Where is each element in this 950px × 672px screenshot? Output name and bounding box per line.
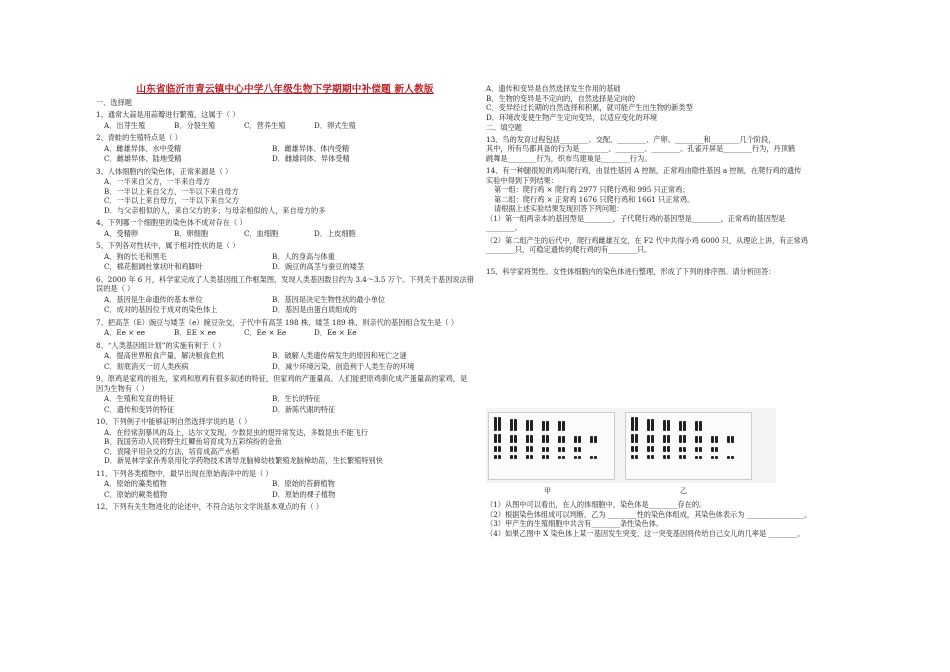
section-heading-choice: 一、选择题 [96,97,132,107]
option: A．在经常刮暴风的岛上，达尔文发现，少数昆虫的翅异常发达，多数昆虫不能飞行 [104,427,368,437]
question-9: 9、原鸡是家鸡的祖先，家鸡和原鸡有很多叙述的特征，但家鸡的产蛋量高。人们能把原鸡驯化成产蛋量高的家鸡，是因为生物有（ ） [96,374,468,393]
question-6-options [96,295,474,315]
question-8: 8、“人类基因组计划”的实施有利于（ ） [96,340,226,350]
option: D．卵式生殖 [314,120,356,130]
chromosome [727,436,730,443]
karyotype-female-panel [625,412,752,480]
question-13-cont: 跳舞是________行为，织布鸟建巢是________行为。 [486,153,652,163]
chromosome [498,446,501,452]
chromosome [514,446,517,452]
section-heading-fill: 二、填空题 [486,123,522,132]
chromosome [590,456,593,459]
option: D．雌雄同体、异体受精 [272,154,350,164]
option: A．原始的藻类植物 [104,479,167,489]
karyotype-figure [486,408,776,483]
chromosome [727,456,730,459]
chromosome [578,436,581,443]
option: D．环境改变使生物产生定向变异，以适应变化的环境 [486,112,658,122]
karyotype-label-b: 乙 [680,487,687,495]
chromosome [711,447,714,452]
option: D．原始的裸子植物 [272,489,336,499]
option: D．豌豆的高茎与蚕豆的矮茎 [272,262,365,272]
option: C．彻底消灭一切人类疾病 [104,361,189,371]
chromosome [647,446,650,452]
chromosome [562,421,565,431]
chromosome [558,456,561,459]
chromosome [546,435,549,443]
chromosome [683,421,686,431]
chromosome [651,455,654,459]
chromosome [574,436,577,443]
chromosome [667,435,670,443]
chromosome [578,456,581,459]
chromosome [647,419,650,431]
chromosome [635,434,638,443]
question-3: 3、人体细胞内的染色体，正常来源是（ ） [96,166,233,176]
question-4: 4、下列哪一个细胞里的染色体不成对存在（ ） [96,218,247,228]
chromosome [679,447,682,452]
chromosome [542,455,545,459]
option: D．上皮细胞 [314,228,356,238]
chromosome [695,456,698,459]
karyotype-male-panel [488,412,615,480]
question-4-options [96,229,474,239]
chromosome [526,446,529,452]
question-15-subparts [486,500,858,538]
question-14-prompt: 请根据上述实验结果发现回答下列问题： [494,204,624,213]
question-15-part-3: （3）甲产生的生殖细胞中共含有________条性染色体。 [486,519,664,528]
option: B．基因是决定生物性状的最小单位 [272,294,386,304]
question-2-options [96,144,474,164]
chromosome [514,455,517,459]
chromosome [715,436,718,443]
chromosome [695,421,698,431]
chromosome [558,447,561,452]
option: B．分裂生殖 [174,120,216,130]
question-1-options [96,121,474,131]
chromosome [631,434,634,443]
option: B．雌雄异体、体内受精 [272,143,350,153]
chromosome [731,456,734,459]
question-9-options [96,394,474,414]
chromosome [562,456,565,459]
chromosome [510,455,513,459]
option: A．遗传和变异是自然选择发生作用的基础 [486,84,621,93]
chromosome [631,417,634,431]
option: B．卵细胞 [174,228,209,238]
chromosome [699,421,702,431]
chromosome [494,455,497,459]
chromosome [558,421,561,431]
chromosome [530,446,533,452]
question-8-options [96,351,474,371]
question-15-part-2: （2）根据染色体组成可以判断，乙为 ________性的染色体组成，其染色体表示为 ________________。 [486,509,812,519]
option: C．雌雄异体、陆地受精 [104,154,182,164]
option: A．提高世界粮食产量，解决粮食危机 [104,351,225,361]
option: C．遗传和变异的特征 [104,404,175,414]
chromosome [498,455,501,459]
chromosome [711,456,714,459]
option: B．原始的苔藓植物 [272,479,335,489]
chromosome [562,447,565,452]
chromosome [651,446,654,452]
option: D．减少环境污染，创造利于人类生存的环境 [272,361,415,371]
chromosome [635,417,638,431]
chromosome [667,420,670,431]
option: C．原始的蕨类植物 [104,489,168,499]
right-column [486,84,858,276]
chromosome [542,421,545,431]
question-11-options [96,479,474,499]
option: C．成对的基因位于成对的染色体上 [104,305,218,315]
chromosome [546,421,549,431]
chromosome [594,436,597,443]
chromosome [667,455,670,459]
question-14-cont: 实验中得到下列结果： [486,175,558,185]
option: B．一半以上来自父方，一半以下来自母方 [104,186,239,196]
option: A．基因是生命遗传的基本单位 [104,294,203,304]
chromosome [635,446,638,452]
question-14: 14、有一种腿很短的鸡叫爬行鸡，由显性基因 A 控制，正常鸡由隐性基因 a 控制，在爬行鸡的遗传 [486,166,802,175]
chromosome [683,447,686,452]
option: C．Ee × Ee [244,328,287,338]
question-1: 1、通常大蒜是用蒜瓣进行繁殖，这属于（ ） [96,110,240,120]
option: A．狗的长毛和黑毛 [104,251,167,261]
chromosome [526,455,529,459]
option: D．Ee × Ee [314,328,357,338]
option: B．生长的特征 [272,394,321,404]
question-5: 5、下列各对性状中，属于相对性状的是（ ） [96,241,240,251]
chromosome [530,420,533,431]
chromosome [526,435,529,443]
karyotype-label-a: 甲 [544,487,551,495]
chromosome [510,446,513,452]
chromosome [699,456,702,459]
question-12: 12、下列有关生物进化的论述中，不符合达尔文学说基本观点的有（ ） [96,502,324,512]
chromosome [683,435,686,443]
question-13-cont: 其中，所有鸟都具备的行为是________、________、________。孔雀开屏是________行为，丹顶鹤 [486,144,796,153]
question-14-part-1: （1）第一组两亲本的基因型是________，子代爬行鸡的基因型是________，正常鸡的基因型是 [486,213,786,223]
question-14-part-2: （2）第二组产生的后代中，爬行鸡雌雄互交，在 F2 代中共得小鸡 6000 只，从理论上讲，有正常鸡 [486,235,808,245]
chromosome [715,456,718,459]
chromosome [699,436,702,443]
question-13: 13、鸟的发育过程包括________、交配、________、产卵、________和________几个阶段， [486,134,776,144]
question-11: 11、下列各类植物中，最早出现在原始海洋中的是（ ） [96,468,273,478]
chromosome [510,435,513,443]
question-15-part-4: （4）如果乙图中 X 染色体上某一基因发生突变，这一突变基因将传给自己女儿的几率是 ________。 [486,528,805,538]
chromosome [663,435,666,443]
chromosome [647,435,650,443]
option: B．EE × ee [174,328,217,338]
chromosome [494,417,497,431]
chromosome [546,455,549,459]
chromosome [594,456,597,459]
chromosome [679,421,682,431]
question-2: 2、青蛙的生殖特点是（ ） [96,133,182,143]
chromosome [498,434,501,443]
option: C．营养生殖 [244,120,286,130]
chromosome [578,447,581,452]
chromosome [558,436,561,443]
question-10: 10、下列例子中能够证明自然选择学说的是（ ） [96,417,252,427]
question-15: 15、科学家将男性、女性体细胞内的染色体进行整理，形成了下列的排序图。请分析回答： [486,266,776,276]
question-7-options [96,328,474,338]
chromosome [498,417,501,431]
chromosome [530,435,533,443]
option: D．与父亲相似的人，来自父方的多；与母亲相似的人，来自母方的多 [104,205,326,215]
option: D．基因是由蛋白质组成的 [272,305,357,315]
chromosome [699,447,702,452]
option: C．变异经过长期的自然选择和积累，就可能产生出生物的新类型 [486,103,693,112]
chromosome [679,435,682,443]
option: C．袁隆平用杂交的方法，培育成高产水稻 [104,446,239,456]
chromosome [526,420,529,431]
option: D．新陈代谢的特征 [272,404,336,414]
chromosome [663,420,666,431]
option: C．棉花掘阔杜掌状叶和鸡脚叶 [104,262,203,272]
chromosome [663,455,666,459]
chromosome [711,436,714,443]
question-14-part-2-cont: ________只，可稳定遗传的爬行鸡的有________只。 [486,245,652,254]
chromosome [562,436,565,443]
chromosome [590,436,593,443]
option: A．雌雄异体、水中受精 [104,143,182,153]
chromosome [514,419,517,431]
option: B．人的身高与体重 [272,251,335,261]
option: A．Ee × ee [104,328,145,338]
question-7: 7、把高茎（E）豌豆与矮茎（e）豌豆杂交，子代中有高茎 198 株、矮茎 189 株，则亲代的基因组合发生是（ ） [96,317,459,327]
option: A．一半来自父方，一半来自母方 [104,177,210,187]
option: B．我国劳动人民将野生红鲫鱼培育成为五彩缤纷的金鱼 [104,437,282,447]
chromosome [715,447,718,452]
question-15-part-1: （1）从图中可以看出，在人的体细胞中，染色体是________存在的。 [486,500,707,509]
chromosome [542,435,545,443]
option: A．出芽生殖 [104,120,146,130]
chromosome [647,455,650,459]
chromosome [546,447,549,452]
question-6: 6、2000 年 6 月，科学家完成了人类基因组工作框架图，发现人类基因数目约为 3.4～3.5 万个。下列关于基因说法错误的是（ ） [96,274,474,294]
group-1-result: 第一组：爬行鸡 × 爬行鸡 2977 只爬行鸡和 995 只正常鸡； [494,185,690,194]
chromosome [667,446,670,452]
chromosome [510,419,513,431]
chromosome [574,447,577,452]
chromosome [731,436,734,443]
chromosome [679,455,682,459]
chromosome [631,455,634,459]
option: B．破解人类遗传病发生的原因和死亡之谜 [272,351,407,361]
chromosome [494,446,497,452]
chromosome [530,455,533,459]
chromosome [635,455,638,459]
option: A．受精卵 [104,228,138,238]
option: C．血细胞 [244,228,279,238]
chromosome [663,446,666,452]
question-5-options [96,252,474,272]
chromosome [514,435,517,443]
option: D．新晃林学家孙秀泉用化学药物技术诱导龙脑樟幼枝繁殖龙脑樟幼苗，生长繁殖特别快 [104,456,383,466]
option: B．生物的变异是不定向的，自然选择是定向的 [486,93,636,103]
chromosome [651,419,654,431]
chromosome [683,455,686,459]
chromosome [574,456,577,459]
page-title: 山东省临沂市青云镇中心中学八年级生物下学期期中补偿题 新人教版 [136,84,434,95]
option: A．生殖和发育的特征 [104,394,174,404]
chromosome [542,447,545,452]
chromosome [631,446,634,452]
chromosome [695,447,698,452]
question-14-part-1-cont: ________。 [486,223,522,232]
chromosome [695,436,698,443]
chromosome [494,434,497,443]
chromosome [651,435,654,443]
left-column [96,84,474,513]
option: C．一半以上来自母方，一半以下来自父方 [104,196,239,206]
group-2-result: 第二组：爬行鸡 × 正常鸡 1676 只爬行鸡和 1661 只正常鸡。 [494,194,695,204]
